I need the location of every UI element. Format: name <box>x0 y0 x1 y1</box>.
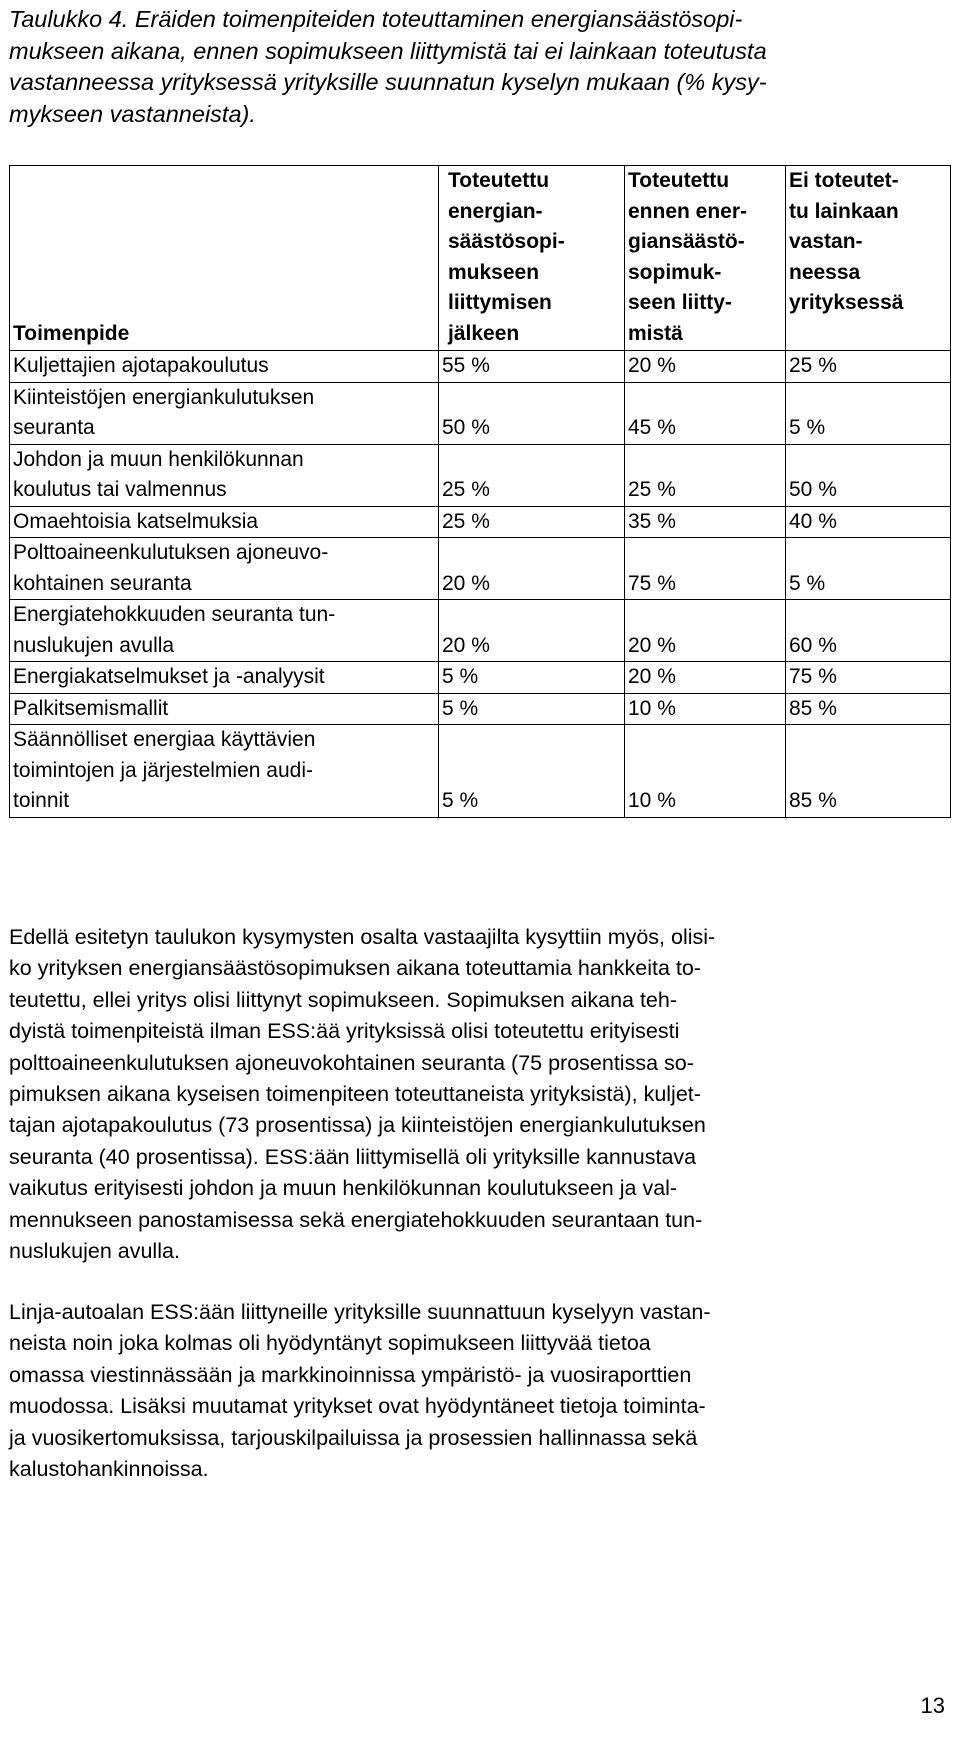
page-number: 13 <box>920 1693 945 1718</box>
never-value: 60 % <box>786 600 951 662</box>
before-value: 45 % <box>625 382 786 444</box>
measures-table <box>9 165 951 818</box>
measure-cell: Energiakatselmukset ja -analyysit <box>10 662 439 694</box>
measure-cell: Säännölliset energiaa käyttävien toimintojen ja järjestelmien audi- toinnit <box>10 725 439 818</box>
measure-cell: Palkitsemismallit <box>10 693 439 725</box>
paragraph-line: muodossa. Lisäksi muutamat yritykset ovat hyödyntäneet tietoja toiminta- <box>9 1394 706 1419</box>
table-row <box>10 538 951 600</box>
table-header-row <box>10 166 951 351</box>
header-measure: Toimenpide <box>10 166 439 351</box>
measure-cell: Omaehtoisia katselmuksia <box>10 506 439 538</box>
never-value: 25 % <box>786 351 951 383</box>
after-value: 5 % <box>439 693 625 725</box>
never-value: 75 % <box>786 662 951 694</box>
header-after-joining: Toteutettu energian- säästösopi- mukseen liittymisen jälkeen <box>439 166 625 351</box>
paragraph-line: Linja-autoalan ESS:ään liittyneille yrityksille suunnattuun kyselyyn vastan- <box>9 1300 711 1324</box>
before-value: 25 % <box>625 444 786 506</box>
body-paragraph-2 <box>9 1297 953 1485</box>
paragraph-line: neista noin joka kolmas oli hyödyntänyt sopimukseen liittyvää tietoa <box>9 1331 651 1356</box>
header-before-joining: Toteutettu ennen ener- giansäästö- sopimuk- seen liitty- mistä <box>625 166 786 351</box>
table-row <box>10 725 951 818</box>
never-value: 5 % <box>786 538 951 600</box>
never-value: 40 % <box>786 506 951 538</box>
never-value: 85 % <box>786 725 951 818</box>
table-row <box>10 506 951 538</box>
paragraph-line: Edellä esitetyn taulukon kysymysten osalta vastaajilta kysyttiin myös, olisi- <box>9 925 716 949</box>
after-value: 20 % <box>439 538 625 600</box>
before-value: 75 % <box>625 538 786 600</box>
paragraph-line: kalustohankinnoissa. <box>9 1457 209 1482</box>
paragraph-line: pimuksen aikana kyseisen toimenpiteen toteuttaneista yrityksistä), kuljet- <box>9 1082 701 1107</box>
never-value: 50 % <box>786 444 951 506</box>
paragraph-line: omassa viestinnässään ja markkinoinnissa ympäristö- ja vuosiraporttien <box>9 1362 692 1387</box>
after-value: 25 % <box>439 506 625 538</box>
body-paragraph-1 <box>9 922 953 1267</box>
measure-cell: Johdon ja muun henkilökunnan koulutus tai valmennus <box>10 444 439 506</box>
after-value: 5 % <box>439 725 625 818</box>
never-value: 85 % <box>786 693 951 725</box>
after-value: 25 % <box>439 444 625 506</box>
paragraph-line: ko yrityksen energiansäästösopimuksen aikana toteuttamia hankkeita to- <box>9 956 701 981</box>
caption-line: mukseen aikana, ennen sopimukseen liittymistä tai ei lainkaan toteutusta <box>9 37 767 64</box>
paragraph-line: nuslukujen avulla. <box>9 1239 180 1264</box>
paragraph-line: ja vuosikertomuksissa, tarjouskilpailuissa ja prosessien hallinnassa sekä <box>9 1425 698 1450</box>
after-value: 50 % <box>439 382 625 444</box>
caption-line: vastanneessa yrityksessä yrityksille suunnatun kyselyn mukaan (% kysy- <box>9 69 767 95</box>
table-row <box>10 662 951 694</box>
table-caption <box>9 4 949 130</box>
table-row <box>10 444 951 506</box>
paragraph-line: tajan ajotapakoulutus (73 prosentissa) ja kiinteistöjen energiankulutuksen <box>9 1113 706 1138</box>
measure-cell: Kuljettajien ajotapakoulutus <box>10 351 439 383</box>
paragraph-line: seuranta (40 prosentissa). ESS:ään liittymisellä oli yrityksille kannustava <box>9 1144 697 1169</box>
before-value: 20 % <box>625 600 786 662</box>
paragraph-line: teutettu, ellei yritys olisi liittynyt sopimukseen. Sopimuksen aikana teh- <box>9 987 678 1012</box>
table-row <box>10 351 951 383</box>
before-value: 10 % <box>625 725 786 818</box>
paragraph-line: dyistä toimenpiteistä ilman ESS:ää yrityksissä olisi toteutettu erityisesti <box>9 1019 680 1044</box>
measure-cell: Energiatehokkuuden seuranta tun- nuslukujen avulla <box>10 600 439 662</box>
table-row <box>10 382 951 444</box>
caption-line: Taulukko 4. Eräiden toimenpiteiden toteuttaminen energiansäästösopi- <box>9 6 743 32</box>
caption-line: mykseen vastanneista). <box>9 100 256 127</box>
table-row <box>10 693 951 725</box>
table-row <box>10 600 951 662</box>
measure-cell: Polttoaineenkulutuksen ajoneuvo- kohtainen seuranta <box>10 538 439 600</box>
after-value: 5 % <box>439 662 625 694</box>
before-value: 20 % <box>625 662 786 694</box>
after-value: 55 % <box>439 351 625 383</box>
paragraph-line: polttoaineenkulutuksen ajoneuvokohtainen seuranta (75 prosentissa so- <box>9 1050 694 1075</box>
paragraph-line: mennukseen panostamisessa sekä energiatehokkuuden seurantaan tun- <box>9 1207 703 1232</box>
measure-cell: Kiinteistöjen energiankulutuksen seuranta <box>10 382 439 444</box>
before-value: 35 % <box>625 506 786 538</box>
after-value: 20 % <box>439 600 625 662</box>
header-not-implemented: Ei toteutet- tu lainkaan vastan- neessa yrityksessä <box>786 166 951 351</box>
before-value: 20 % <box>625 351 786 383</box>
before-value: 10 % <box>625 693 786 725</box>
never-value: 5 % <box>786 382 951 444</box>
paragraph-line: vaikutus erityisesti johdon ja muun henkilökunnan koulutukseen ja val- <box>9 1176 678 1201</box>
